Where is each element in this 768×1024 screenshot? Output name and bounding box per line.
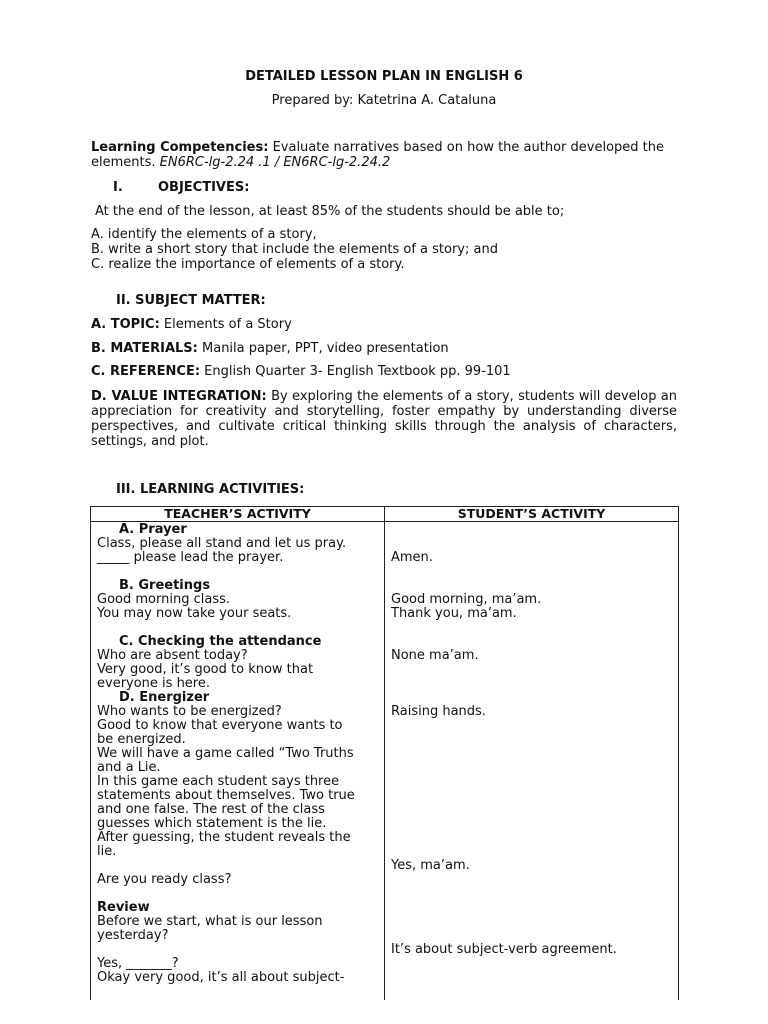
objectives-heading: OBJECTIVES: bbox=[158, 180, 250, 195]
teacher-line: _____ please lead the prayer. bbox=[97, 550, 284, 565]
teacher-line: and one false. The rest of the class bbox=[97, 802, 325, 817]
competencies-label: Learning Competencies: bbox=[91, 140, 269, 155]
activity-subheading: A. Prayer bbox=[119, 522, 187, 537]
teacher-line: We will have a game called “Two Truths bbox=[97, 746, 354, 761]
teacher-activity-cell bbox=[91, 522, 385, 1001]
teacher-line: statements about themselves. Two true bbox=[97, 788, 355, 803]
student-line: Thank you, ma’am. bbox=[391, 606, 517, 621]
activity-subheading: Review bbox=[97, 900, 150, 915]
topic-label: A. TOPIC: bbox=[91, 317, 160, 332]
learning-competencies bbox=[91, 140, 677, 170]
reference-line bbox=[91, 364, 511, 379]
objective-item: A. identify the elements of a story, bbox=[91, 227, 317, 242]
teacher-line: everyone is here. bbox=[97, 676, 210, 691]
teacher-line: Class, please all stand and let us pray. bbox=[97, 536, 347, 551]
teacher-line: Okay very good, it’s all about subject- bbox=[97, 970, 345, 985]
materials-label: B. MATERIALS: bbox=[91, 341, 198, 356]
teacher-line: guesses which statement is the lie. bbox=[97, 816, 327, 831]
teacher-activity-header: TEACHER’S ACTIVITY bbox=[91, 507, 385, 522]
teacher-line: and a Lie. bbox=[97, 760, 161, 775]
teacher-line: be energized. bbox=[97, 732, 186, 747]
value-integration-label: D. VALUE INTEGRATION: bbox=[91, 389, 267, 404]
activities-table bbox=[90, 506, 679, 1000]
teacher-line: Very good, it’s good to know that bbox=[97, 662, 314, 677]
activity-subheading: D. Energizer bbox=[119, 690, 210, 705]
teacher-line: Who wants to be energized? bbox=[97, 704, 282, 719]
teacher-line: Good morning class. bbox=[97, 592, 230, 607]
activities-table-header bbox=[91, 507, 679, 522]
document-title: DETAILED LESSON PLAN IN ENGLISH 6 bbox=[245, 69, 523, 84]
competencies-text: Evaluate narratives based on how the author developed the elements. bbox=[91, 140, 664, 170]
student-activity-header: STUDENT’S ACTIVITY bbox=[385, 507, 679, 522]
teacher-line: Before we start, what is our lesson bbox=[97, 914, 323, 929]
learning-activities-heading: III. LEARNING ACTIVITIES: bbox=[116, 482, 305, 497]
materials-value: Manila paper, PPT, video presentation bbox=[197, 341, 449, 356]
activity-subheading: C. Checking the attendance bbox=[119, 634, 322, 649]
teacher-line: You may now take your seats. bbox=[97, 606, 292, 621]
objective-item: B. write a short story that include the elements of a story; and bbox=[91, 242, 498, 257]
objectives-numeral: I. bbox=[113, 180, 123, 195]
objectives-list bbox=[91, 227, 498, 272]
value-integration-text: By exploring the elements of a story, students will develop an appreciation for creativity and storytelling, foster empathy by understanding diverse perspectives, and cultivate critical thinking skills through the analysis of characters, settings, and plot. bbox=[91, 389, 678, 449]
teacher-line: Are you ready class? bbox=[97, 872, 232, 887]
student-line: Raising hands. bbox=[391, 704, 486, 719]
teacher-line: lie. bbox=[97, 844, 117, 859]
teacher-line: Good to know that everyone wants to bbox=[97, 718, 343, 733]
materials-line bbox=[91, 341, 449, 356]
student-activity-cell bbox=[385, 522, 679, 1001]
student-line: None ma’am. bbox=[391, 648, 479, 663]
competencies-code: EN6RC-lg-2.24 .1 / EN6RC-lg-2.24.2 bbox=[159, 155, 391, 170]
objectives-intro: At the end of the lesson, at least 85% of the students should be able to; bbox=[95, 204, 565, 219]
teacher-line: After guessing, the student reveals the bbox=[97, 830, 351, 845]
topic-line bbox=[91, 317, 292, 332]
teacher-line: In this game each student says three bbox=[97, 774, 340, 789]
reference-label: C. REFERENCE: bbox=[91, 364, 201, 379]
table-row bbox=[91, 522, 679, 1001]
objective-item: C. realize the importance of elements of a story. bbox=[91, 257, 405, 272]
prepared-by: Prepared by: Katetrina A. Cataluna bbox=[271, 93, 497, 108]
student-line: Good morning, ma’am. bbox=[391, 592, 542, 607]
topic-value: Elements of a Story bbox=[159, 317, 292, 332]
subject-matter-heading: II. SUBJECT MATTER: bbox=[116, 293, 266, 308]
teacher-line: Yes, _______? bbox=[97, 956, 179, 971]
teacher-line: Who are absent today? bbox=[97, 648, 248, 663]
reference-value: English Quarter 3- English Textbook pp. 99-101 bbox=[200, 364, 511, 379]
student-line: Amen. bbox=[391, 550, 433, 565]
value-integration bbox=[91, 389, 677, 449]
student-line: It’s about subject-verb agreement. bbox=[391, 942, 617, 957]
teacher-line: yesterday? bbox=[97, 928, 169, 943]
student-line: Yes, ma’am. bbox=[391, 858, 470, 873]
activity-subheading: B. Greetings bbox=[119, 578, 211, 593]
